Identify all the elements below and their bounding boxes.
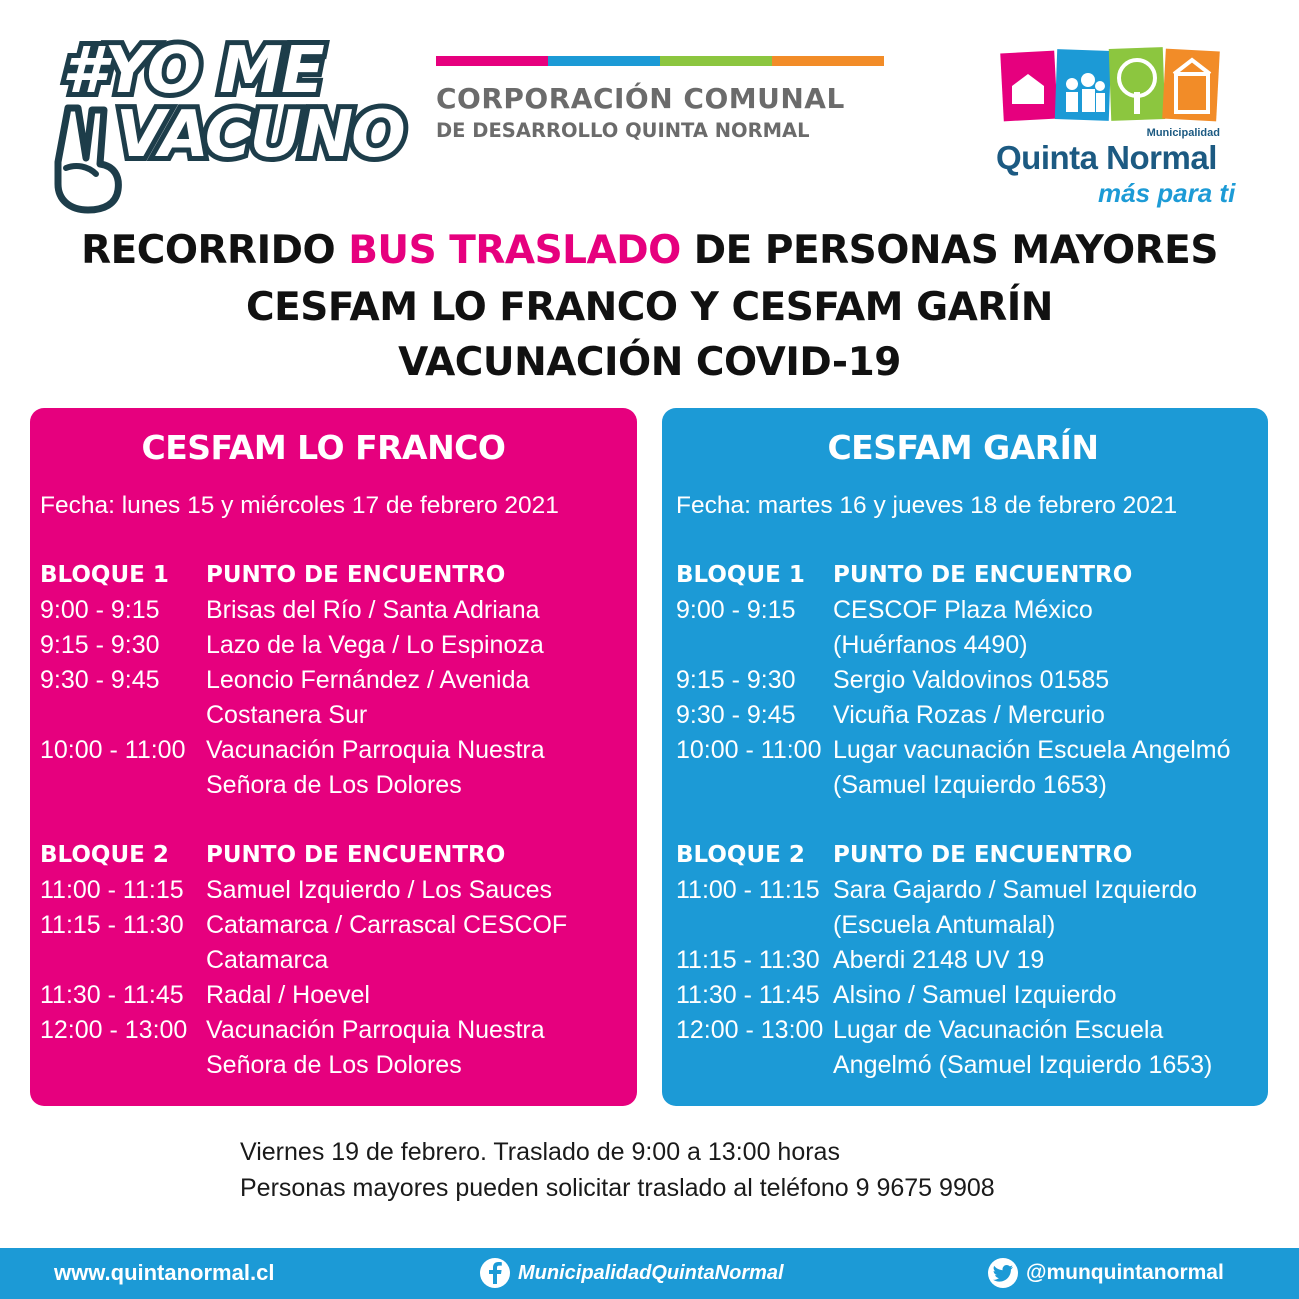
- corporacion-logo: [436, 56, 884, 142]
- block2-schedule: [40, 838, 567, 1083]
- row-time: 11:00 - 11:15: [676, 876, 820, 904]
- row-place: Alsino / Samuel Izquierdo: [833, 981, 1117, 1009]
- website-link[interactable]: www.quintanormal.cl: [54, 1260, 275, 1285]
- block-header: [40, 558, 545, 593]
- row-place: Aberdi 2148 UV 19: [833, 946, 1045, 974]
- block-header-label: PUNTO DE ENCUENTRO: [833, 842, 1133, 868]
- row-time: 11:30 - 11:45: [676, 981, 820, 1009]
- row-place: Vicuña Rozas / Mercurio: [833, 701, 1105, 729]
- schedule-row: [676, 698, 1231, 733]
- schedule-row: [676, 873, 1212, 908]
- panel-title: CESFAM GARÍN: [827, 428, 1099, 467]
- headline-line3: VACUNACIÓN COVID-19: [398, 340, 901, 385]
- row-place: Vacunación Parroquia Nuestra: [206, 1016, 545, 1044]
- panel-garin: [662, 408, 1268, 1106]
- schedule-row: [676, 733, 1231, 768]
- row-time: 9:30 - 9:45: [676, 701, 796, 729]
- row-place: Samuel Izquierdo / Los Sauces: [206, 876, 553, 904]
- row-place-continued: (Escuela Antumalal): [833, 911, 1056, 939]
- block-header: [676, 838, 1212, 873]
- row-place: CESCOF Plaza México: [833, 596, 1093, 624]
- row-time: 9:00 - 9:15: [676, 596, 796, 624]
- facebook-link[interactable]: [480, 1258, 784, 1288]
- row-time: 9:15 - 9:30: [40, 631, 160, 659]
- row-place: Lugar vacunación Escuela Angelmó: [833, 736, 1231, 764]
- schedule-row: [40, 1013, 567, 1048]
- schedule-row: [40, 908, 567, 943]
- headline-line1: [0, 228, 1299, 273]
- row-place-continued: Señora de Los Dolores: [206, 1051, 462, 1079]
- row-place-continued: Costanera Sur: [206, 701, 368, 729]
- headline-part-a: RECORRIDO: [81, 228, 349, 273]
- headline-part-c: DE PERSONAS MAYORES: [680, 228, 1218, 273]
- note-line2: Personas mayores pueden solicitar traslado al teléfono 9 9675 9908: [240, 1174, 995, 1202]
- block-header-label: PUNTO DE ENCUENTRO: [206, 562, 506, 588]
- block-label: BLOQUE 1: [40, 562, 169, 588]
- block-label: BLOQUE 1: [676, 562, 805, 588]
- schedule-row: [40, 873, 567, 908]
- row-place: Lugar de Vacunación Escuela: [833, 1016, 1164, 1044]
- stripe-pink: [436, 56, 548, 66]
- twitter-link[interactable]: [988, 1258, 1224, 1288]
- schedule-row: [40, 593, 545, 628]
- schedule-row: [676, 943, 1212, 978]
- corp-color-stripes: [436, 56, 884, 66]
- row-place-continued: Catamarca: [206, 946, 329, 974]
- row-place: Sergio Valdovinos 01585: [833, 666, 1110, 694]
- yome-logo-line2: VACUNO: [116, 98, 404, 172]
- row-place: Vacunación Parroquia Nuestra: [206, 736, 545, 764]
- panel-lo-franco: [30, 408, 637, 1106]
- row-place: Lazo de la Vega / Lo Espinoza: [206, 631, 544, 659]
- muni-name: Quinta Normal: [996, 139, 1217, 176]
- headline-accent: BUS TRASLADO: [348, 228, 681, 273]
- corp-name-line1: CORPORACIÓN COMUNAL: [436, 82, 845, 115]
- schedule-row: [40, 628, 545, 663]
- panel-date: Fecha: martes 16 y jueves 18 de febrero 2021: [676, 492, 1178, 519]
- row-time: 10:00 - 11:00: [40, 736, 186, 764]
- row-place-continued: (Huérfanos 4490): [833, 631, 1028, 659]
- row-place: Leoncio Fernández / Avenida: [206, 666, 530, 694]
- twitter-icon: [988, 1258, 1018, 1288]
- twitter-handle: @munquintanormal: [1026, 1261, 1224, 1284]
- row-time: 9:00 - 9:15: [40, 596, 160, 624]
- facebook-handle: MunicipalidadQuintaNormal: [518, 1261, 784, 1284]
- schedule-row: [676, 978, 1212, 1013]
- row-time: 11:00 - 11:15: [40, 876, 184, 904]
- schedule-row: [676, 593, 1231, 628]
- stripe-orange: [772, 56, 884, 66]
- row-place-continued: Señora de Los Dolores: [206, 771, 462, 799]
- social-footer-bar: [0, 1248, 1299, 1299]
- block-header-label: PUNTO DE ENCUENTRO: [206, 842, 506, 868]
- muni-label: Municipalidad: [1146, 127, 1220, 139]
- row-place: Sara Gajardo / Samuel Izquierdo: [833, 876, 1198, 904]
- block1-schedule: [40, 558, 545, 803]
- row-time: 12:00 - 13:00: [40, 1016, 188, 1044]
- schedule-row: [676, 663, 1231, 698]
- headline-line2: CESFAM LO FRANCO Y CESFAM GARÍN: [246, 285, 1053, 330]
- block-label: BLOQUE 2: [40, 842, 169, 868]
- schedule-row: [40, 663, 545, 698]
- row-time: 9:30 - 9:45: [40, 666, 160, 694]
- panel-date: Fecha: lunes 15 y miércoles 17 de febrero 2021: [40, 492, 559, 519]
- schedule-row: [40, 978, 567, 1013]
- stripe-green: [660, 56, 772, 66]
- row-time: 11:15 - 11:30: [676, 946, 820, 974]
- row-place-continued: Angelmó (Samuel Izquierdo 1653): [833, 1051, 1213, 1079]
- yome-logo-line1: #YO ME: [62, 34, 323, 108]
- block-header: [40, 838, 567, 873]
- panel-title: CESFAM LO FRANCO: [141, 428, 506, 467]
- row-time: 9:15 - 9:30: [676, 666, 796, 694]
- municipal-tiles-icon: [1000, 44, 1222, 124]
- note-line1: Viernes 19 de febrero. Traslado de 9:00 a 13:00 horas: [240, 1138, 840, 1166]
- row-place: Brisas del Río / Santa Adriana: [206, 596, 540, 624]
- row-time: 11:30 - 11:45: [40, 981, 184, 1009]
- block-header-label: PUNTO DE ENCUENTRO: [833, 562, 1133, 588]
- facebook-icon: [480, 1258, 510, 1288]
- block1-schedule: [676, 558, 1231, 803]
- victory-hand-icon: [48, 102, 128, 214]
- muni-slogan: más para ti: [1098, 178, 1236, 208]
- row-place: Catamarca / Carrascal CESCOF: [206, 911, 568, 939]
- row-place: Radal / Hoevel: [206, 981, 370, 1009]
- block2-schedule: [676, 838, 1212, 1083]
- schedule-row: [40, 733, 545, 768]
- footer-note: [240, 1134, 995, 1206]
- block-header: [676, 558, 1231, 593]
- row-time: 10:00 - 11:00: [676, 736, 822, 764]
- row-time: 12:00 - 13:00: [676, 1016, 824, 1044]
- stripe-blue: [548, 56, 660, 66]
- yo-me-vacuno-logo: [44, 26, 404, 216]
- row-time: 11:15 - 11:30: [40, 911, 184, 939]
- corp-name-line2: DE DESARROLLO QUINTA NORMAL: [436, 119, 810, 142]
- municipalidad-logo: [992, 44, 1236, 209]
- row-place-continued: (Samuel Izquierdo 1653): [833, 771, 1107, 799]
- schedule-row: [676, 1013, 1212, 1048]
- block-label: BLOQUE 2: [676, 842, 805, 868]
